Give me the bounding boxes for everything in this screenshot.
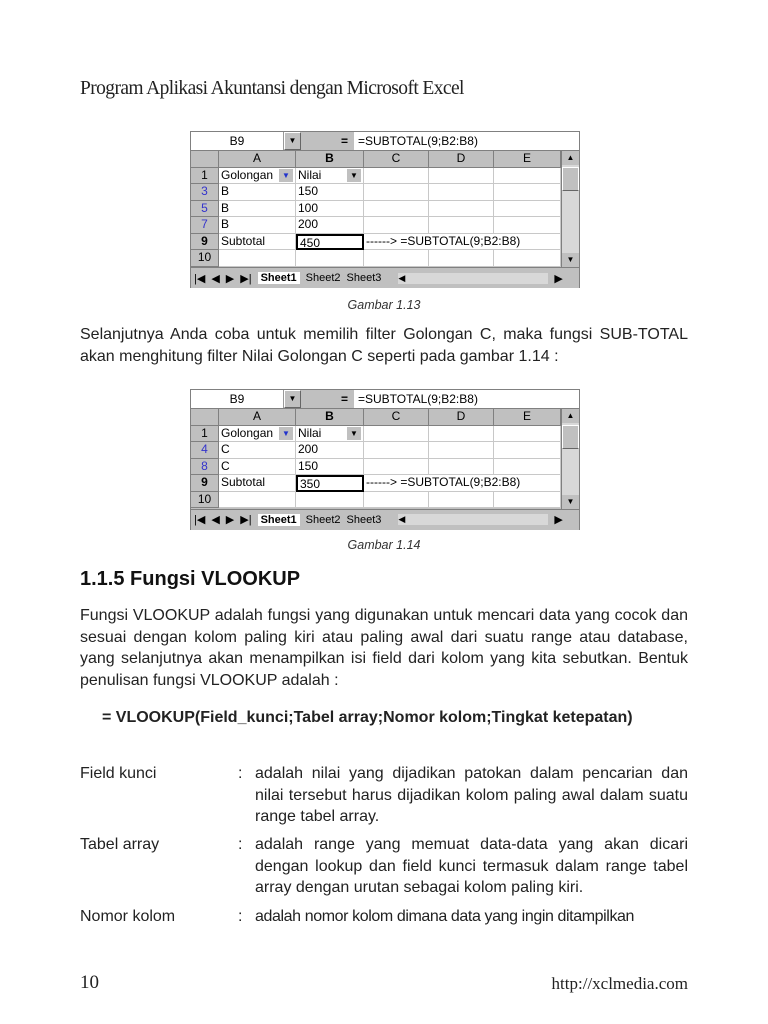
cell-D[interactable] <box>429 168 494 185</box>
cell-E[interactable] <box>494 492 561 509</box>
equals-button[interactable]: = <box>301 390 354 408</box>
cell-E[interactable] <box>494 442 561 459</box>
last-sheet-button[interactable]: ▶| <box>240 514 252 526</box>
definition-term: Field kunci <box>80 765 157 782</box>
cell-A[interactable]: B <box>219 184 296 201</box>
scroll-right-arrow-icon[interactable]: ▶ <box>554 272 563 285</box>
table-row <box>191 492 561 509</box>
footer-url: http://xclmedia.com <box>551 974 688 993</box>
cell-A[interactable]: B <box>219 201 296 218</box>
cells <box>191 151 561 267</box>
cell-B[interactable]: 200 <box>296 442 364 459</box>
dropdown-arrow-icon[interactable]: ▼ <box>284 390 301 408</box>
horizontal-scrollbar[interactable]: ◀ <box>398 273 548 284</box>
figure-caption: Gambar 1.13 <box>347 298 421 312</box>
formula-bar <box>191 390 579 409</box>
cell-A[interactable]: Subtotal <box>219 234 296 251</box>
cell-A[interactable]: C <box>219 459 296 476</box>
cell-B[interactable]: 150 <box>296 459 364 476</box>
cell-C[interactable] <box>364 201 429 218</box>
autofilter-dropdown-icon[interactable]: ▼ <box>347 169 361 182</box>
cell-E[interactable] <box>494 250 561 267</box>
horizontal-scrollbar[interactable]: ◀ <box>398 514 548 525</box>
cells <box>191 409 561 509</box>
cell-D[interactable] <box>429 184 494 201</box>
table-row <box>191 426 561 443</box>
definition-text: adalah nomor kolom dimana data yang ingin ditampilkan <box>255 908 635 925</box>
sheet-tabs-bar <box>191 509 579 530</box>
table-row <box>191 475 561 492</box>
next-sheet-button[interactable]: ▶ <box>225 272 235 285</box>
cell-B[interactable]: 200 <box>296 217 364 234</box>
cell-D[interactable] <box>429 250 494 267</box>
sheet-tab-sheet2[interactable]: Sheet2 <box>305 513 341 526</box>
row-header[interactable]: 8 <box>191 459 219 476</box>
table-row <box>191 459 561 476</box>
cell-D[interactable] <box>429 459 494 476</box>
row-header[interactable]: 1 <box>191 168 219 185</box>
column-header-C[interactable]: C <box>364 151 429 168</box>
definition-item <box>80 834 688 899</box>
name-box[interactable]: B9 <box>191 390 284 408</box>
formula-input[interactable]: =SUBTOTAL(9;B2:B8) <box>358 392 478 406</box>
cell-D[interactable] <box>429 492 494 509</box>
sheet-grid <box>191 151 579 267</box>
vertical-scrollbar[interactable] <box>561 409 579 509</box>
name-box[interactable]: B9 <box>191 132 284 150</box>
sheet-tab-sheet2[interactable]: Sheet2 <box>305 272 341 284</box>
cell-A[interactable]: C <box>219 442 296 459</box>
formula-input[interactable]: =SUBTOTAL(9;B2:B8) <box>358 134 478 148</box>
cell-B[interactable]: Nilai ▼ <box>296 426 364 443</box>
cell-C[interactable]: ------> =SUBTOTAL(9;B2:B8) <box>364 475 561 492</box>
cell-A[interactable]: B <box>219 217 296 234</box>
dropdown-arrow-icon[interactable]: ▼ <box>284 132 301 150</box>
scroll-thumb[interactable] <box>562 425 579 449</box>
column-header-E[interactable]: E <box>494 151 561 168</box>
table-row <box>191 201 561 218</box>
scroll-down-arrow-icon[interactable]: ▼ <box>562 253 579 267</box>
paragraph: Selanjutnya Anda coba untuk memilih filter Golongan C, maka fungsi SUB-TOTAL akan menghitung filter Nilai Golongan C seperti pada gambar 1.14 : <box>80 326 688 365</box>
cell-B[interactable] <box>296 250 364 267</box>
cell-E[interactable] <box>494 184 561 201</box>
scroll-up-arrow-icon[interactable]: ▲ <box>562 151 579 165</box>
separator: : <box>238 765 243 782</box>
cell-A[interactable] <box>219 492 296 509</box>
sheet-tab-sheet3[interactable]: Sheet3 <box>346 272 382 284</box>
cell-B[interactable]: 150 <box>296 184 364 201</box>
cell-D[interactable] <box>429 217 494 234</box>
column-header-row <box>191 151 561 168</box>
cell-E[interactable] <box>494 217 561 234</box>
cell-B[interactable]: 450 <box>296 234 364 251</box>
table-row <box>191 168 561 185</box>
cell-D[interactable] <box>429 442 494 459</box>
column-header-A[interactable]: A <box>219 151 296 168</box>
cell-C[interactable] <box>364 459 429 476</box>
row-header[interactable]: 9 <box>191 475 219 492</box>
row-header[interactable]: 9 <box>191 234 219 251</box>
row-header[interactable]: 7 <box>191 217 219 234</box>
column-header-B[interactable]: B <box>296 409 364 426</box>
cell-E[interactable] <box>494 168 561 185</box>
next-sheet-button[interactable]: ▶ <box>225 514 235 526</box>
scroll-up-arrow-icon[interactable]: ▲ <box>562 409 579 423</box>
autofilter-dropdown-icon[interactable]: ▼ <box>279 169 293 182</box>
column-header-C[interactable]: C <box>364 409 429 426</box>
cell-B[interactable]: 100 <box>296 201 364 218</box>
row-header[interactable]: 1 <box>191 426 219 443</box>
page-number: 10 <box>80 972 99 993</box>
table-row <box>191 234 561 251</box>
cell-B[interactable]: Nilai ▼ <box>296 168 364 185</box>
sheet-tab-sheet1[interactable]: Sheet1 <box>258 514 300 526</box>
cell-D[interactable] <box>429 426 494 443</box>
cell-C[interactable] <box>364 492 429 509</box>
cell-C[interactable] <box>364 217 429 234</box>
cell-C[interactable] <box>364 184 429 201</box>
cell-A[interactable]: Golongan ▼ <box>219 168 296 185</box>
column-header-A[interactable]: A <box>219 409 296 426</box>
scroll-right-arrow-icon[interactable]: ▶ <box>554 514 563 526</box>
first-sheet-button[interactable]: |◀ <box>194 514 206 526</box>
cell-E[interactable] <box>494 426 561 443</box>
spreadsheet-figure-1-14 <box>190 389 580 530</box>
sheet-grid <box>191 409 579 509</box>
definition-text: adalah nilai yang dijadikan patokan dalam pencarian dan nilai tersebut harus dijadikan kolom paling awal dalam suatu range tabel array. <box>255 765 688 825</box>
autofilter-dropdown-icon[interactable]: ▼ <box>279 427 293 440</box>
cell-C[interactable] <box>364 426 429 443</box>
row-header[interactable]: 10 <box>191 492 219 509</box>
equals-button[interactable]: = <box>301 132 354 150</box>
select-all-corner[interactable] <box>191 151 219 168</box>
table-row <box>191 184 561 201</box>
column-header-B[interactable]: B <box>296 151 364 168</box>
cell-E[interactable] <box>494 459 561 476</box>
first-sheet-button[interactable]: |◀ <box>194 272 206 285</box>
cell-C[interactable] <box>364 168 429 185</box>
cell-A[interactable]: Golongan ▼ <box>219 426 296 443</box>
formula-bar <box>191 132 579 151</box>
definition-text: adalah range yang memuat data-data yang akan dicari dengan lookup dan field kunci termasuk dalam range tabel array dengan urutan sebagai kolom paling kiri. <box>255 836 688 896</box>
cell-B[interactable] <box>296 492 364 509</box>
table-row <box>191 442 561 459</box>
scroll-down-arrow-icon[interactable]: ▼ <box>562 495 579 509</box>
spreadsheet-figure-1-13 <box>190 131 580 288</box>
column-header-E[interactable]: E <box>494 409 561 426</box>
sheet-tab-sheet3[interactable]: Sheet3 <box>346 513 382 526</box>
definition-item <box>80 906 688 928</box>
cell-E[interactable] <box>494 201 561 218</box>
syntax-formula: = VLOOKUP(Field_kunci;Tabel array;Nomor kolom;Tingkat ketepatan) <box>102 709 633 726</box>
last-sheet-button[interactable]: ▶| <box>240 272 252 285</box>
scroll-thumb[interactable] <box>562 167 579 191</box>
definition-item <box>80 763 688 828</box>
cell-A[interactable]: Subtotal <box>219 475 296 492</box>
prev-sheet-button[interactable]: ◀ <box>211 514 220 526</box>
prev-sheet-button[interactable]: ◀ <box>211 272 220 285</box>
vertical-scrollbar[interactable] <box>561 151 579 267</box>
definition-term: Nomor kolom <box>80 908 176 925</box>
figure-caption: Gambar 1.14 <box>347 538 421 552</box>
cell-C[interactable] <box>364 250 429 267</box>
cell-D[interactable] <box>429 201 494 218</box>
cell-A[interactable] <box>219 250 296 267</box>
sheet-tab-sheet1[interactable]: Sheet1 <box>258 272 300 284</box>
cell-C[interactable]: ------> =SUBTOTAL(9;B2:B8) <box>364 234 561 251</box>
cell-C[interactable] <box>364 442 429 459</box>
table-row <box>191 250 561 267</box>
running-header: Program Aplikasi Akuntansi dengan Microsoft Excel <box>80 78 464 99</box>
separator: : <box>238 908 243 925</box>
column-header-D[interactable]: D <box>429 409 494 426</box>
separator: : <box>238 836 243 853</box>
sheet-tabs-bar <box>191 267 579 288</box>
row-header[interactable]: 4 <box>191 442 219 459</box>
paragraph: Fungsi VLOOKUP adalah fungsi yang digunakan untuk mencari data yang cocok dan sesuai dengan kolom paling kiri atau paling awal dari suatu range atau database, yang selanjutnya akan menampilkan isi field dari kolom yang kita sebutkan. Bentuk penulisan fungsi VLOOKUP adalah : <box>80 607 688 689</box>
section-heading: 1.1.5 Fungsi VLOOKUP <box>80 568 301 590</box>
select-all-corner[interactable] <box>191 409 219 426</box>
column-header-D[interactable]: D <box>429 151 494 168</box>
cell-B[interactable]: 350 <box>296 475 364 492</box>
table-row <box>191 217 561 234</box>
row-header[interactable]: 10 <box>191 250 219 267</box>
row-header[interactable]: 5 <box>191 201 219 218</box>
column-header-row <box>191 409 561 426</box>
definition-term: Tabel array <box>80 836 160 853</box>
row-header[interactable]: 3 <box>191 184 219 201</box>
autofilter-dropdown-icon[interactable]: ▼ <box>347 427 361 440</box>
